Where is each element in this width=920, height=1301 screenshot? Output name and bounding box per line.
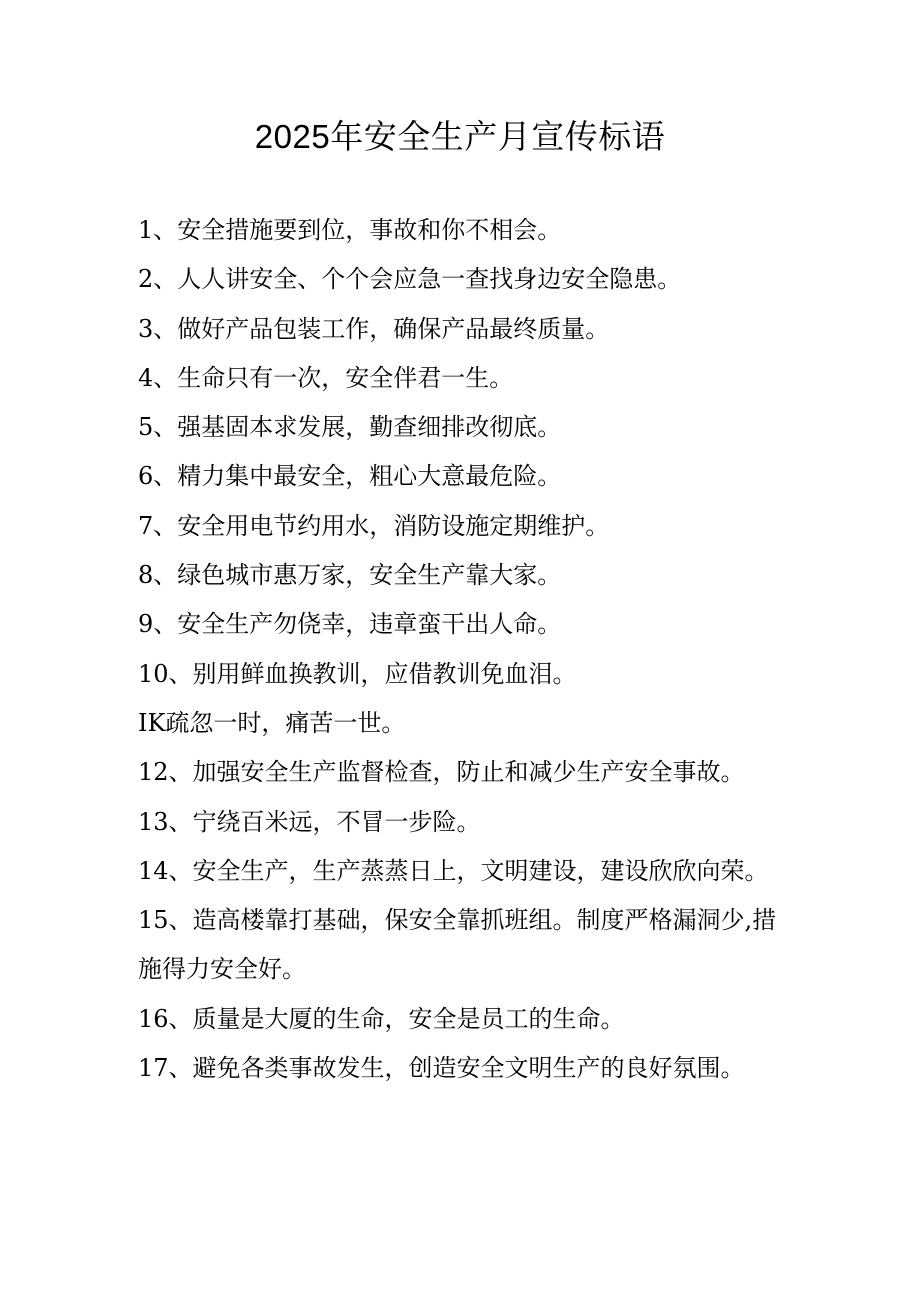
slogan-item: 3、做好产品包装工作，确保产品最终质量。 (138, 314, 610, 343)
slogan-item: 2、人人讲安全、个个会应急一查找身边安全隐患。 (138, 265, 682, 294)
slogan-item: 16、质量是大厦的生命，安全是员工的生命。 (138, 1004, 625, 1033)
slogan-item: 8、绿色城市惠万家，安全生产靠大家。 (138, 561, 562, 590)
slogan-item: 9、安全生产勿侥幸，违章蛮干出人命。 (138, 610, 562, 639)
slogan-item: 10、别用鲜血换教训，应借教训免血泪。 (138, 659, 577, 688)
slogan-item: 15、造高楼靠打基础，保安全靠抓班组。制度严格漏洞少,措施得力安全好。 (138, 906, 777, 984)
slogan-item: 7、安全用电节约用水，消防设施定期维护。 (138, 511, 610, 540)
document-title: 2025年安全生产月宣传标语 (254, 118, 666, 155)
slogan-item: 13、宁绕百米远，不冒一步险。 (138, 807, 481, 836)
slogan-item: 5、强基固本求发展，勤查细排改彻底。 (138, 413, 562, 442)
slogan-item: 6、精力集中最安全，粗心大意最危险。 (138, 462, 562, 491)
slogan-item: 1、安全措施要到位，事故和你不相会。 (138, 216, 562, 244)
slogan-item: IK疏忽一时，痛苦一世。 (138, 708, 406, 737)
slogan-item: 17、避免各类事故发生，创造安全文明生产的良好氛围。 (138, 1054, 745, 1083)
slogan-item: 14、安全生产，生产蒸蒸日上，文明建设，建设欣欣向荣。 (138, 856, 769, 885)
slogan-list (138, 206, 798, 1093)
slogan-item: 4、生命只有一次，安全伴君一生。 (138, 363, 514, 392)
slogan-item: 12、加强安全生产监督检查，防止和减少生产安全事故。 (138, 758, 745, 787)
